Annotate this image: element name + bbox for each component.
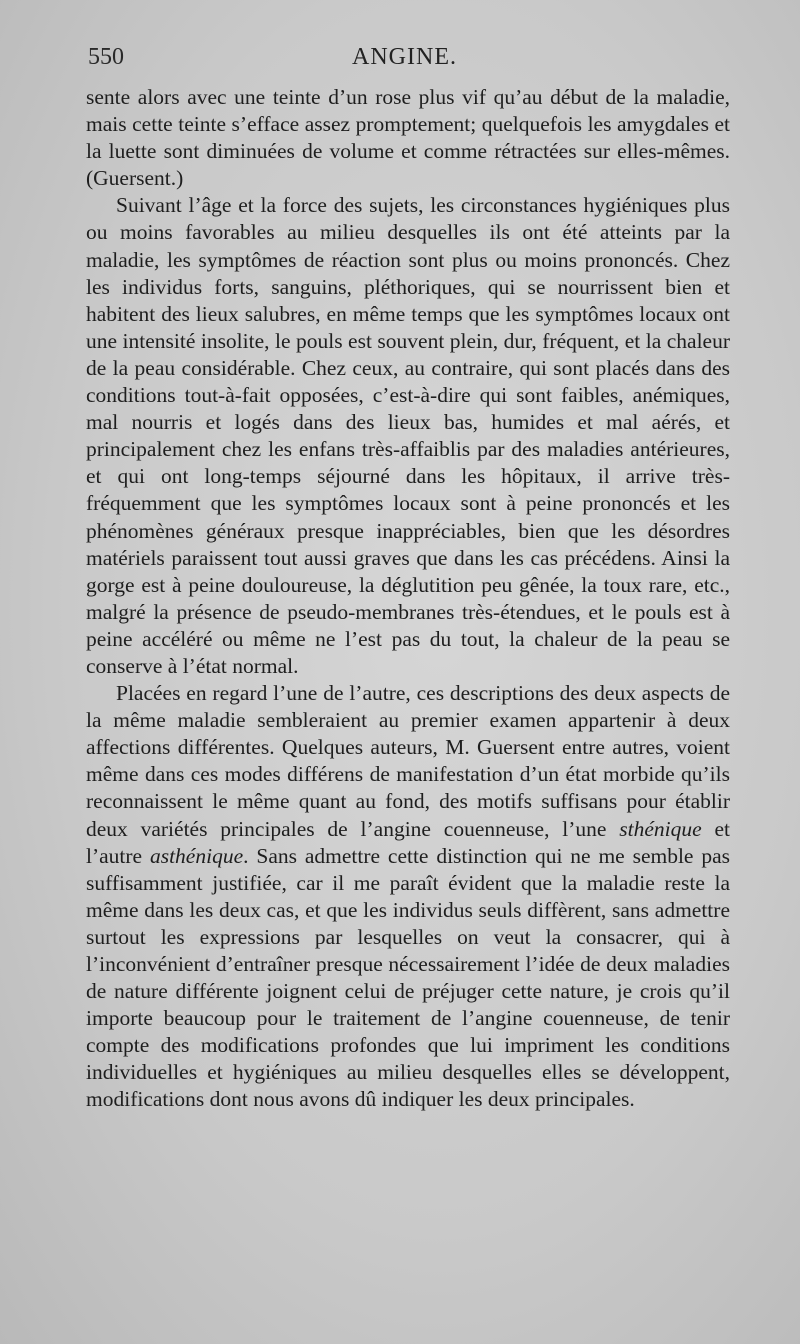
page-number: 550: [88, 44, 124, 70]
paragraph-text-before: Placées en regard l’une de l’autre, ces descriptions des deux aspects de la même maladie sembleraient au premier examen appartenir à deux affections différentes. Quelques auteurs, M. Guersent entre autres, voient même dans ces modes différens de manifestation d’un état morbide qu’ils reconnaissent le même quant au fond, des motifs suffisans pour établir deux variétés principales de l’angine couenneuse, l’une: [86, 681, 730, 841]
paragraph-varieties: [86, 680, 730, 1114]
body-text: [86, 84, 730, 1114]
term-sthenique: sthénique: [619, 816, 702, 841]
paragraph-text-after: . Sans admettre cette distinction qui ne me semble pas suffisamment justifiée, car il me paraît évident que la maladie reste la même dans les deux cas, et que les individus seuls diffèrent, sans admettre surtout les expressions par lesquelles on veut la consacrer, qui à l’inconvénient d’entraîner presque nécessairement l’idée de deux maladies de nature différente joignent celui de préjuger cette nature, je crois qu’il importe beaucoup pour le traitement de l’angine couenneuse, de tenir compte des modifications profondes que lui impriment les conditions individuelles et hygiéniques au milieu desquelles elles se développent, modifications dont nous avons dû indiquer les deux principales.: [86, 843, 730, 1112]
paragraph-continuation: sente alors avec une teinte d’un rose plus vif qu’au début de la maladie, mais cette teinte s’efface assez promptement; quelquefois les amygdales et la luette sont diminuées de volume et comme rétractées sur elles-mêmes. (Guersent.): [86, 85, 730, 191]
paragraph-symptoms: Suivant l’âge et la force des sujets, les circonstances hygiéniques plus ou moins favorables au milieu desquelles ils ont été atteints par la maladie, les symptômes de réaction sont plus ou moins prononcés. Chez les individus forts, sanguins, pléthoriques, qui se nourrissent bien et habitent des lieux salubres, en même temps que les symptômes locaux ont une intensité insolite, le pouls est souvent plein, dur, fréquent, et la chaleur de la peau considérable. Chez ceux, au contraire, qui sont placés dans des conditions tout-à-fait opposées, c’est-à-dire qui sont faibles, anémiques, mal nourris et logés dans des lieux bas, humides et mal aérés, et principalement chez les enfans très-affaiblis par des maladies antérieures, et qui ont long-temps séjourné dans les hôpitaux, il arrive très-fréquemment que les symptômes locaux sont à peine prononcés et les phénomènes généraux presque inappréciables, bien que les désordres matériels paraissent tout aussi graves que dans les cas précédens. Ainsi la gorge est à peine douloureuse, la déglutition peu gênée, la toux rare, etc., malgré la présence de pseudo-membranes très-étendues, et le pouls est à peine accéléré ou même ne l’est pas du tout, la chaleur de la peau se conserve à l’état normal.: [86, 193, 730, 678]
running-title: ANGINE.: [352, 44, 457, 70]
paragraph-text-middle: et l’autre: [86, 816, 730, 868]
term-asthenique: asthénique: [149, 843, 244, 868]
page-header: [88, 44, 728, 84]
